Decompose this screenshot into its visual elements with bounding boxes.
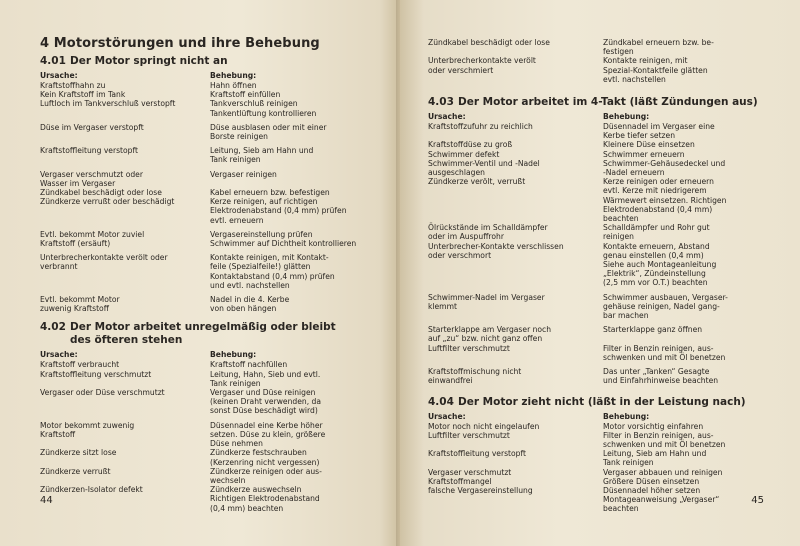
table-row: [40, 188, 384, 225]
column-headers: [428, 112, 780, 122]
column-headers: [40, 350, 384, 360]
cause-cell: Zündkabel beschädigt oder lose Zündkerze verrußt oder beschädigt: [40, 188, 175, 207]
remedy-cell: Zündkerze festschrauben (Kerzenring nicht vergessen): [210, 448, 320, 467]
table-row: [428, 56, 780, 84]
remedy-cell: Vergaser und Düse reinigen (keinen Draht verwenden, da sonst Düse beschädigt wird): [210, 388, 321, 416]
table-row: [428, 325, 780, 362]
cause-cell: Vergaser verschmutzt Kraftstoffmangel falsche Vergasereinstellung: [428, 467, 533, 495]
remedy-cell: Schwimmer ausbauen, Vergaser- gehäuse reinigen, Nadel gang- bar machen: [603, 292, 728, 321]
remedy-cell: Kontakte reinigen, mit Kontakt- feile (Spezialfeile!) glätten Kontaktabstand (0,4 mm) prüfen und evtl. nachstellen: [210, 253, 335, 290]
section-heading-4-01: [40, 55, 384, 68]
cause-cell: Evtl. bekommt Motor zuviel Kraftstoff (ersäuft): [40, 229, 145, 249]
cause-cell: Schwimmer-Nadel im Vergaser klemmt: [428, 292, 545, 311]
cause-cell: Vergaser verschmutzt oder Wasser im Vergaser: [40, 169, 143, 188]
cause-cell: Unterbrecherkontakte verölt oder verbrannt: [40, 253, 168, 272]
table-4-01: [40, 81, 384, 313]
cause-cell: Zündkerze verrußt: [40, 466, 111, 476]
cause-cell: Evtl. bekommt Motor zuwenig Kraftstoff: [40, 295, 120, 314]
remedy-cell: Hahn öffnen Kraftstoff einfüllen Tankverschluß reinigen Tankentlüftung kontrollieren: [210, 81, 317, 118]
cause-cell: Zündkerze sitzt lose: [40, 448, 117, 458]
section-title: Der Motor arbeitet unregelmäßig oder bleibt: [70, 321, 336, 334]
section-heading-4-04: [428, 396, 780, 409]
cause-cell: Kraftstoffleitung verstopft: [40, 146, 139, 156]
table-row: [40, 295, 384, 313]
column-headers: [40, 71, 384, 81]
table-row: [428, 122, 780, 140]
remedy-cell: Nadel in die 4. Kerbe von oben hängen: [210, 295, 290, 314]
cause-header: Ursache:: [428, 112, 466, 122]
cause-cell: Starterklappe am Vergaser noch auf „zu“ bzw. nicht ganz offen Luftfilter verschmutzt: [428, 325, 552, 353]
cause-cell: Ölrückstände im Schalldämpfer oder im Auspuffrohr Unterbrecher-Kontakte verschlissen oder verschmort: [428, 223, 564, 260]
remedy-cell: Zündkerze reinigen oder aus- wechseln: [210, 466, 322, 485]
section-number: 4.04: [428, 395, 454, 408]
page-number: 44: [40, 495, 53, 506]
table-row: [428, 140, 780, 223]
cause-cell: Kraftstoffmischung nicht einwandfrei: [428, 367, 522, 386]
table-row: [428, 367, 780, 385]
table-row: [428, 449, 780, 467]
table-row: [428, 38, 780, 56]
table-row: [40, 485, 384, 513]
table-row: [40, 123, 384, 141]
remedy-cell: Zündkerze auswechseln Richtigen Elektrodenabstand (0,4 mm) beachten: [210, 485, 320, 513]
remedy-cell: Schalldämpfer und Rohr gut reinigen Kontakte erneuern, Abstand genau einstellen (0,4 mm) Siehe auch Montageanleitung „Elektrik“, Zündeinstellung (2,5 mm vor O.T.) beachten: [603, 223, 717, 288]
remedy-header: Behebung:: [603, 112, 650, 122]
cause-cell: Motor noch nicht eingelaufen Luftfilter verschmutzt: [428, 421, 540, 440]
remedy-cell: Das unter „Tanken“ Gesagte und Einfahrhinweise beachten: [603, 367, 719, 386]
table-row: [428, 293, 780, 321]
section-heading-4-03: [428, 96, 780, 109]
cause-header: Ursache:: [40, 350, 78, 360]
section-number: 4.01: [40, 55, 66, 67]
remedy-cell: Leitung, Sieb am Hahn und Tank reinigen: [603, 449, 707, 468]
remedy-cell: Vergasereinstellung prüfen Schwimmer auf Dichtheit kontrollieren: [210, 229, 357, 249]
remedy-cell: Düsennadel im Vergaser eine Kerbe tiefer setzen: [603, 122, 715, 141]
remedy-header: Behebung:: [210, 350, 257, 360]
cause-cell: Unterbrecherkontakte verölt oder verschmiert: [428, 56, 536, 75]
section-title: Der Motor zieht nicht (läßt in der Leistung nach): [458, 395, 746, 408]
remedy-cell: Zündkabel erneuern bzw. be- festigen: [603, 38, 714, 57]
remedy-cell: Düse ausblasen oder mit einer Borste reinigen: [210, 122, 327, 142]
section-title: Der Motor springt nicht an: [70, 55, 228, 67]
table-row: [40, 146, 384, 164]
section-number: 4.02: [40, 321, 66, 334]
remedy-cell: Kraftstoff nachfüllen Leitung, Hahn, Sieb und evtl. Tank reinigen: [210, 360, 321, 388]
remedy-cell: Kontakte reinigen, mit Spezial-Kontaktfeile glätten evtl. nachstellen: [603, 56, 708, 84]
cause-cell: Zündkerzen-Isolator defekt: [40, 485, 143, 495]
table-row: [40, 170, 384, 188]
cause-cell: Kraftstoffleitung verstopft: [428, 449, 527, 459]
table-row: [428, 422, 780, 450]
table-4-03: [428, 122, 780, 385]
section-heading-4-02: [40, 321, 384, 347]
cause-cell: Kraftstoffdüse zu groß Schwimmer defekt Schwimmer-Ventil und -Nadel ausgeschlagen Zündkerze verölt, verrußt: [428, 140, 540, 187]
table-row: [40, 81, 384, 118]
cause-cell: Kraftstoffzufuhr zu reichlich: [428, 122, 533, 132]
section-number: 4.03: [428, 96, 454, 109]
cause-header: Ursache:: [40, 71, 78, 80]
table-row: [40, 253, 384, 290]
cause-cell: Motor bekommt zuwenig Kraftstoff: [40, 420, 135, 439]
table-continued: [428, 38, 780, 84]
cause-header: Ursache:: [428, 411, 466, 421]
remedy-cell: Düsennadel eine Kerbe höher setzen. Düse zu klein, größere Düse nehmen: [210, 420, 326, 449]
table-4-04: [428, 422, 780, 514]
remedy-cell: Kleinere Düse einsetzen Schwimmer erneuern Schwimmer-Gehäusedeckel und -Nadel erneuern Kerze reinigen oder erneuern evtl. Kerze mit niedrigerem Wärmewert einsetzen. Richtigen Elektrodenabstand (0,4 mm) beachten: [603, 140, 727, 224]
remedy-cell: Starterklappe ganz öffnen Filter in Benzin reinigen, aus- schwenken und mit Öl benetzen: [603, 325, 726, 362]
table-row: [40, 360, 384, 388]
page-number: 45: [751, 495, 764, 506]
remedy-cell: Vergaser abbauen und reinigen Größere Düsen einsetzen Düsennadel höher setzen Montageanweisung „Vergaser“ beachten: [603, 467, 723, 514]
cause-cell: Kraftstoff verbraucht Kraftstoffleitung verschmutzt: [40, 360, 152, 379]
cause-cell: Düse im Vergaser verstopft: [40, 122, 144, 132]
table-row: [428, 223, 780, 287]
column-headers: [428, 412, 780, 422]
table-row: [40, 421, 384, 449]
remedy-header: Behebung:: [603, 411, 650, 421]
remedy-cell: Kabel erneuern bzw. befestigen Kerze reinigen, auf richtigen Elektrodenabstand (0,4 mm) prüfen evtl. erneuern: [210, 188, 347, 225]
remedy-cell: Motor vorsichtig einfahren Filter in Benzin reinigen, aus- schwenken und mit Öl benetzen: [603, 421, 726, 449]
table-row: [40, 467, 384, 485]
right-page: [400, 0, 800, 546]
table-row: [428, 468, 780, 514]
remedy-cell: Vergaser reinigen: [210, 169, 277, 179]
table-row: [40, 230, 384, 248]
chapter-heading: 4 Motorstörungen und ihre Behebung: [40, 36, 320, 51]
section-title: Der Motor arbeitet im 4-Takt (läßt Zündungen aus): [458, 96, 758, 109]
remedy-header: Behebung:: [210, 71, 257, 80]
remedy-cell: Leitung, Sieb am Hahn und Tank reinigen: [210, 146, 314, 165]
cause-cell: Vergaser oder Düse verschmutzt: [40, 388, 165, 398]
section-title-continued: des öfteren stehen: [70, 334, 183, 347]
cause-cell: Zündkabel beschädigt oder lose: [428, 38, 550, 47]
table-row: [40, 388, 384, 416]
table-4-02: [40, 360, 384, 512]
cause-cell: Kraftstoffhahn zu Kein Kraftstoff im Tank Luftloch im Tankverschluß verstopft: [40, 81, 176, 109]
table-row: [40, 448, 384, 466]
